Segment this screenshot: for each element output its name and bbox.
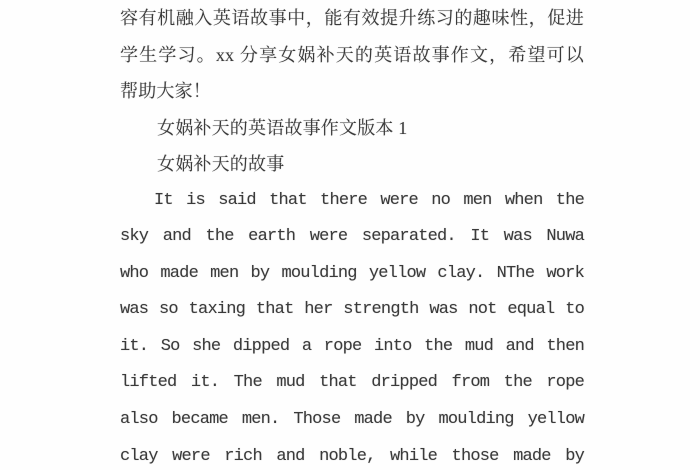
story-line-en: was so taxing that her strength was not equal to xyxy=(120,300,584,320)
heading-story-line: 女娲补天的故事 xyxy=(157,154,285,175)
paragraph-line-zh: 帮助大家！ xyxy=(120,81,211,102)
paragraph-line-zh: 学生学习。xx 分享女娲补天的英语故事作文，希望可以 xyxy=(120,44,584,65)
story-line-en: lifted it. The mud that dripped from the rope xyxy=(120,373,584,393)
heading-version-line: 女娲补天的英语故事作文版本 1 xyxy=(157,117,408,138)
story-line-en: also became men. Those made by moulding yellow xyxy=(120,410,584,430)
story-line-en: it. So she dipped a rope into the mud and then xyxy=(120,336,584,356)
story-line-en: It is said that there were no men when the xyxy=(154,190,584,210)
story-line-en: sky and the earth were separated. It was Nuwa xyxy=(120,227,584,247)
story-line-en: who made men by moulding yellow clay. NThe work xyxy=(120,263,584,283)
story-line-en: clay were rich and noble, while those made by xyxy=(120,446,584,466)
paragraph-line-zh: 容有机融入英语故事中，能有效提升练习的趣味性，促进 xyxy=(120,8,584,28)
text-block xyxy=(120,0,584,470)
